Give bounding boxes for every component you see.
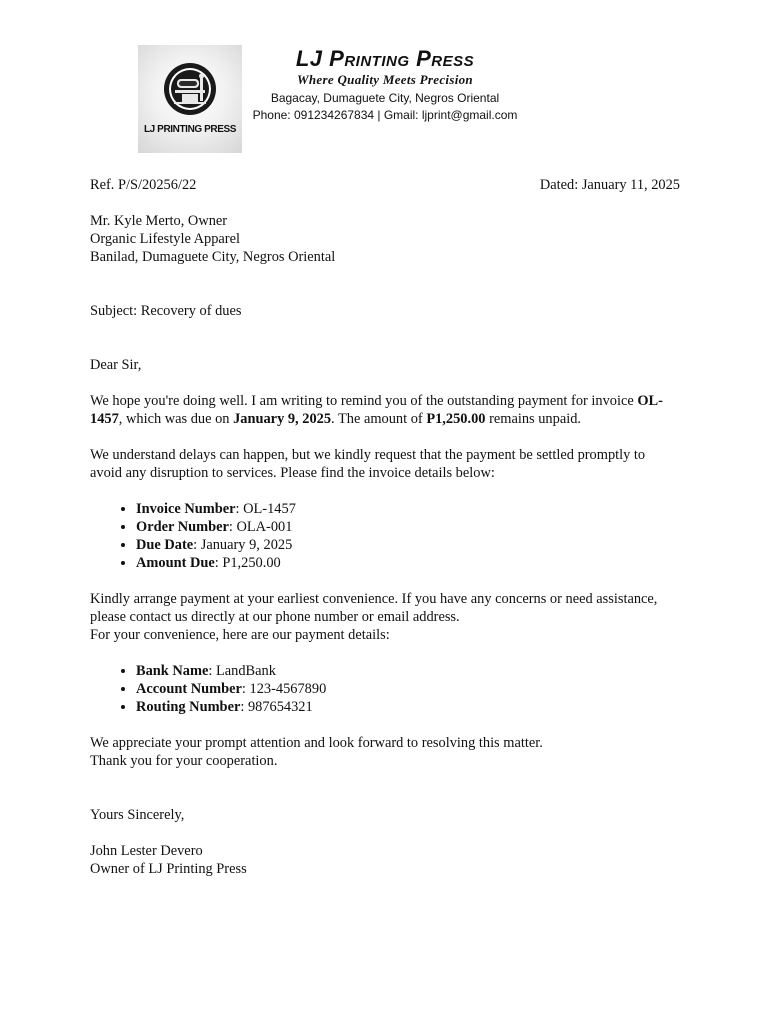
invoice-number-inline: OL-1457 xyxy=(90,393,663,427)
recipient-company: Organic Lifestyle Apparel xyxy=(90,231,240,247)
letter-body xyxy=(90,176,680,878)
letterhead xyxy=(0,0,768,160)
salutation: Dear Sir, xyxy=(90,357,142,373)
signatory-title: Owner of LJ Printing Press xyxy=(90,861,247,877)
company-name: LJ Printing Press xyxy=(295,46,475,71)
company-contact: Phone: 091234267834 | Gmail: ljprint@gmail.com xyxy=(252,108,518,122)
list-item: • Order Number: OLA-001 xyxy=(136,518,680,536)
closing-appreciation: We appreciate your prompt attention and look forward to resolving this matter. xyxy=(90,735,543,751)
due-date-inline: January 9, 2025 xyxy=(233,411,332,427)
signatory-name: John Lester Devero xyxy=(90,843,203,859)
logo-text: LJ PRINTING PRESS xyxy=(143,124,237,135)
paragraph-reminder: We hope you're doing well. I am writing to remind you of the outstanding payment for invoice OL-1457, which was due on January 9, 2025. The amount of P1,250.00 remains unpaid. xyxy=(90,393,663,427)
list-item: • Due Date: January 9, 2025 xyxy=(136,536,680,554)
amount-inline: P1,250.00 xyxy=(426,411,486,427)
paragraph-request: We understand delays can happen, but we kindly request that the payment be settled promptly to avoid any disruption to services. Please find the invoice details below: xyxy=(90,447,646,481)
recipient-address: Banilad, Dumaguete City, Negros Oriental xyxy=(90,249,336,265)
list-item: • Routing Number: 987654321 xyxy=(136,698,680,716)
letter-meta xyxy=(90,176,680,194)
paragraph-payment-intro: For your convenience, here are our payment details: xyxy=(90,627,390,643)
list-item: • Amount Due: P1,250.00 xyxy=(136,554,680,572)
signoff: Yours Sincerely, xyxy=(90,807,185,823)
company-logo xyxy=(138,45,242,153)
payment-details-list xyxy=(90,662,680,716)
recipient-block xyxy=(90,212,680,266)
company-tagline: Where Quality Meets Precision xyxy=(297,72,473,87)
company-address: Bagacay, Dumaguete City, Negros Oriental xyxy=(270,91,500,105)
list-item: • Account Number: 123-4567890 xyxy=(136,680,680,698)
list-item: • Invoice Number: OL-1457 xyxy=(136,500,680,518)
paragraph-arrange-payment: Kindly arrange payment at your earliest convenience. If you have any concerns or need assistance, please contact us directly at our phone number or email address. xyxy=(90,591,658,625)
subject-line: Subject: Recovery of dues xyxy=(90,303,242,319)
closing-thanks: Thank you for your cooperation. xyxy=(90,753,278,769)
reference-number: Ref. P/S/20256/22 xyxy=(90,177,197,193)
letter-date: Dated: January 11, 2025 xyxy=(539,177,680,193)
recipient-name: Mr. Kyle Merto, Owner xyxy=(90,213,228,229)
printing-press-icon xyxy=(162,61,218,117)
list-item: • Bank Name: LandBank xyxy=(136,662,680,680)
invoice-details-list xyxy=(90,500,680,572)
